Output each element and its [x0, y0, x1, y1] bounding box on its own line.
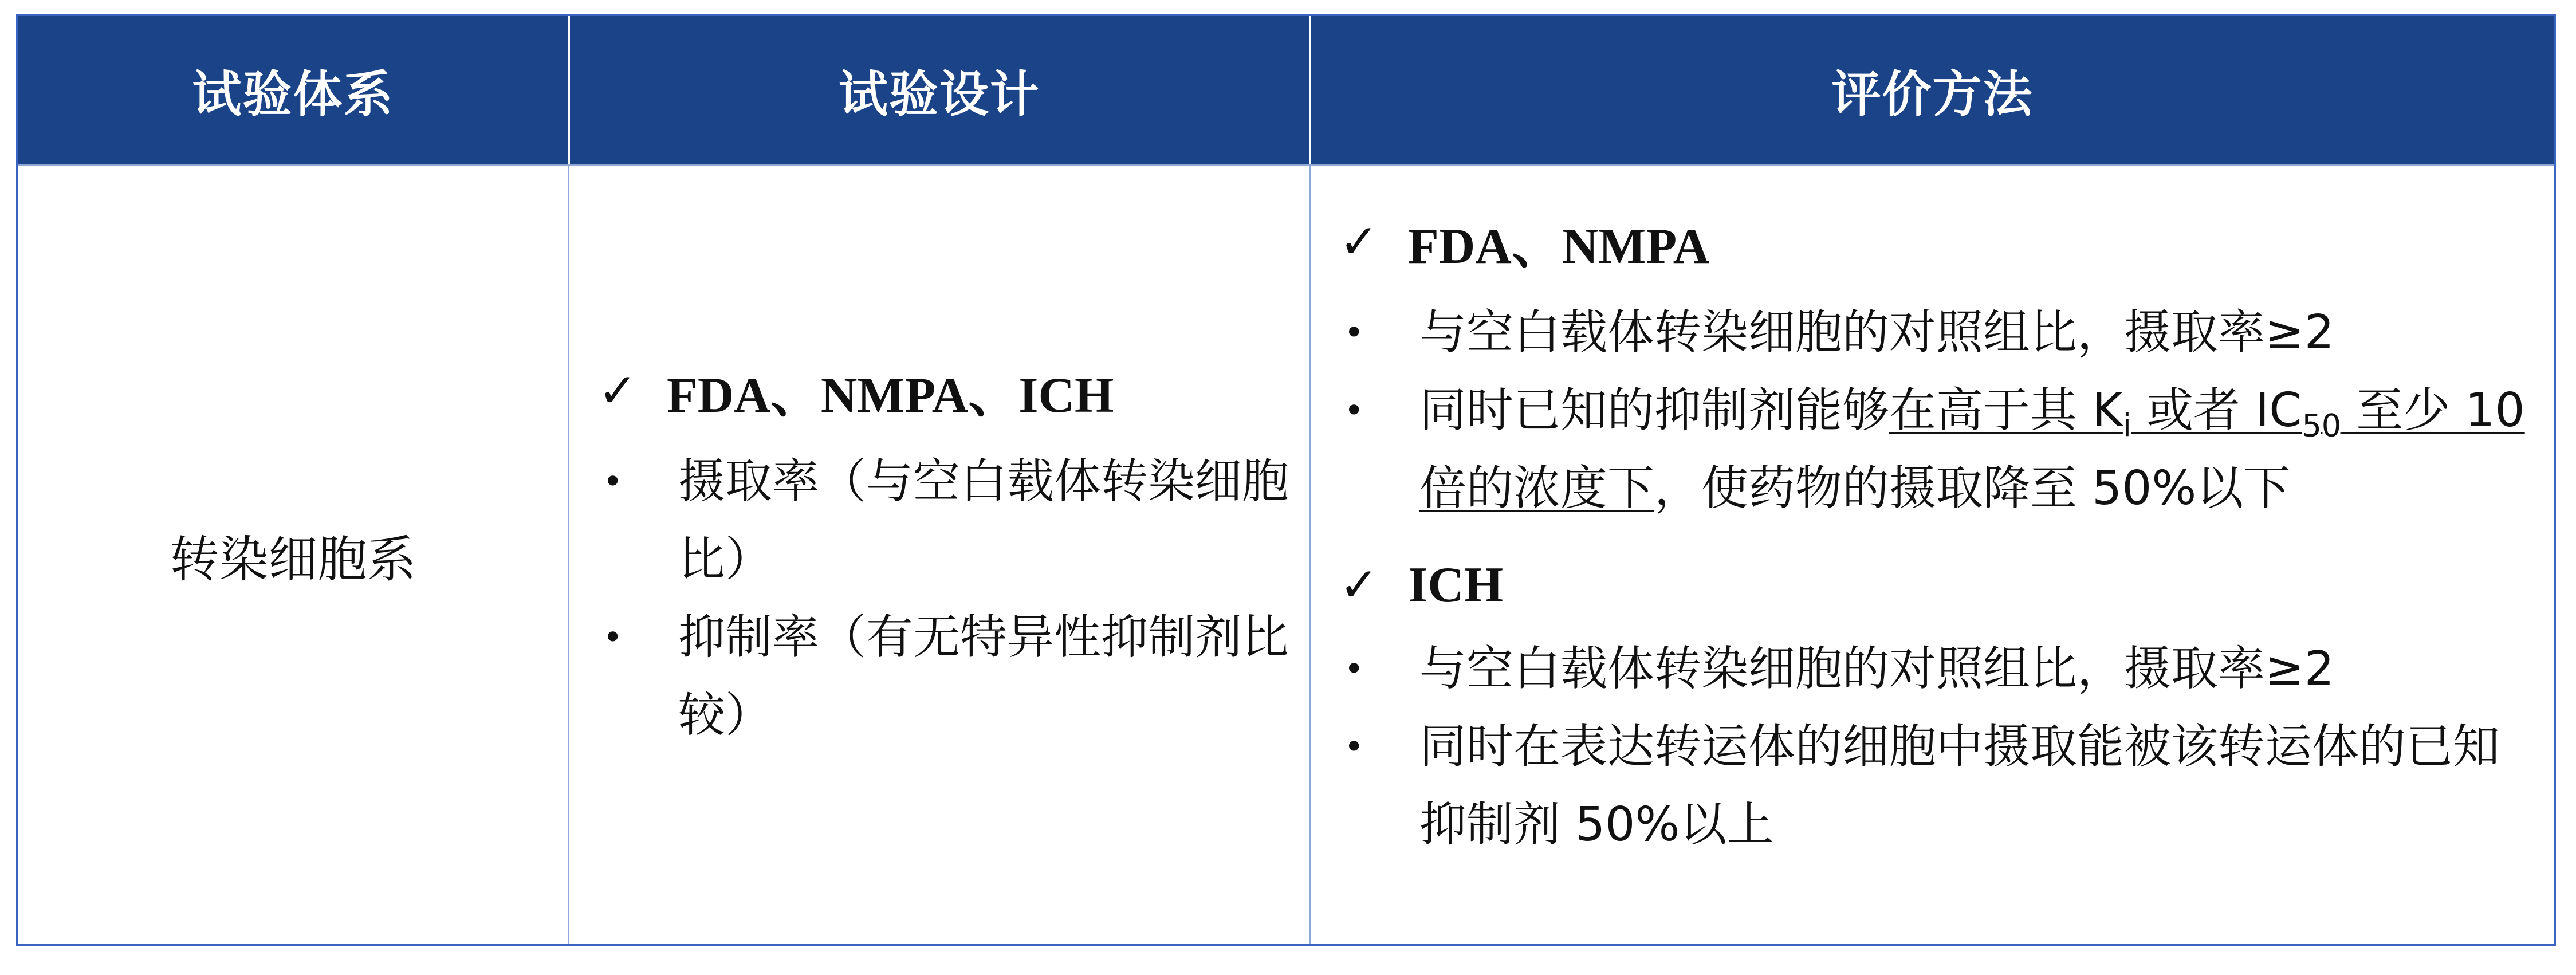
design-list — [598, 443, 1292, 754]
inhibitor-suffix: ，使药物的摄取降至 50%以下 — [1654, 461, 2291, 516]
evaluation-item-uptake-ratio: 与空白载体转染细胞的对照组比，摄取率≥2 — [1419, 642, 2334, 696]
bullet-icon: • — [603, 618, 623, 658]
check-icon: ✓ — [1339, 559, 1379, 611]
design-item-inhibition: 抑制率（有无特异性抑制剂比较） — [678, 610, 1289, 742]
cell-test-design — [568, 164, 1309, 944]
bullet-icon: • — [1344, 649, 1364, 689]
evaluation-list-fda-nmpa — [1339, 294, 2536, 528]
header-test-system: 试验体系 — [18, 16, 568, 164]
evaluation-item-uptake-ratio: 与空白载体转染细胞的对照组比，摄取率≥2 — [1419, 305, 2334, 360]
evaluation-title-fda-nmpa: FDA、NMPA — [1408, 219, 1710, 274]
list-item — [1339, 630, 2536, 708]
evaluation-group-title-ich — [1339, 556, 2536, 614]
check-icon: ✓ — [1339, 215, 1379, 268]
list-item — [1339, 372, 2536, 528]
list-item — [1339, 294, 2536, 372]
inhibitor-prefix: 同时已知的抑制剂能够 — [1419, 383, 1890, 438]
condition-part-b: 或者 IC — [2131, 383, 2302, 438]
check-icon: ✓ — [598, 364, 638, 417]
header-evaluation-method: 评价方法 — [1309, 16, 2554, 164]
design-group-title — [598, 355, 1292, 427]
comparison-table — [16, 14, 2556, 946]
test-system-text: 转染细胞系 — [170, 530, 416, 588]
cell-test-system — [18, 164, 568, 944]
bullet-icon: • — [1344, 313, 1364, 353]
evaluation-title-ich: ICH — [1408, 557, 1504, 613]
design-title: FDA、NMPA、ICH — [667, 368, 1114, 423]
evaluation-group-title-fda-nmpa — [1339, 206, 2536, 278]
evaluation-item-inhibitor — [1419, 383, 2525, 516]
cell-evaluation-method — [1309, 164, 2554, 944]
ic50-subscript: 50 — [2302, 407, 2342, 444]
list-item — [598, 443, 1292, 599]
header-test-design: 试验设计 — [568, 16, 1309, 164]
bullet-icon: • — [1344, 391, 1364, 431]
design-item-uptake: 摄取率（与空白载体转染细胞比） — [678, 454, 1289, 587]
bullet-icon: • — [1344, 727, 1364, 767]
condition-part-a: 在高于其 K — [1889, 383, 2123, 438]
list-item — [598, 599, 1292, 754]
ki-subscript: i — [2122, 407, 2131, 444]
evaluation-item-transporter-inhibition: 同时在表达转运体的细胞中摄取能被该转运体的已知抑制剂 50%以上 — [1419, 720, 2500, 852]
bullet-icon: • — [603, 462, 623, 502]
condition-part-c: 至少 10 倍的浓度下 — [1419, 383, 2525, 516]
list-item — [1339, 708, 2536, 864]
evaluation-list-ich — [1339, 630, 2536, 864]
